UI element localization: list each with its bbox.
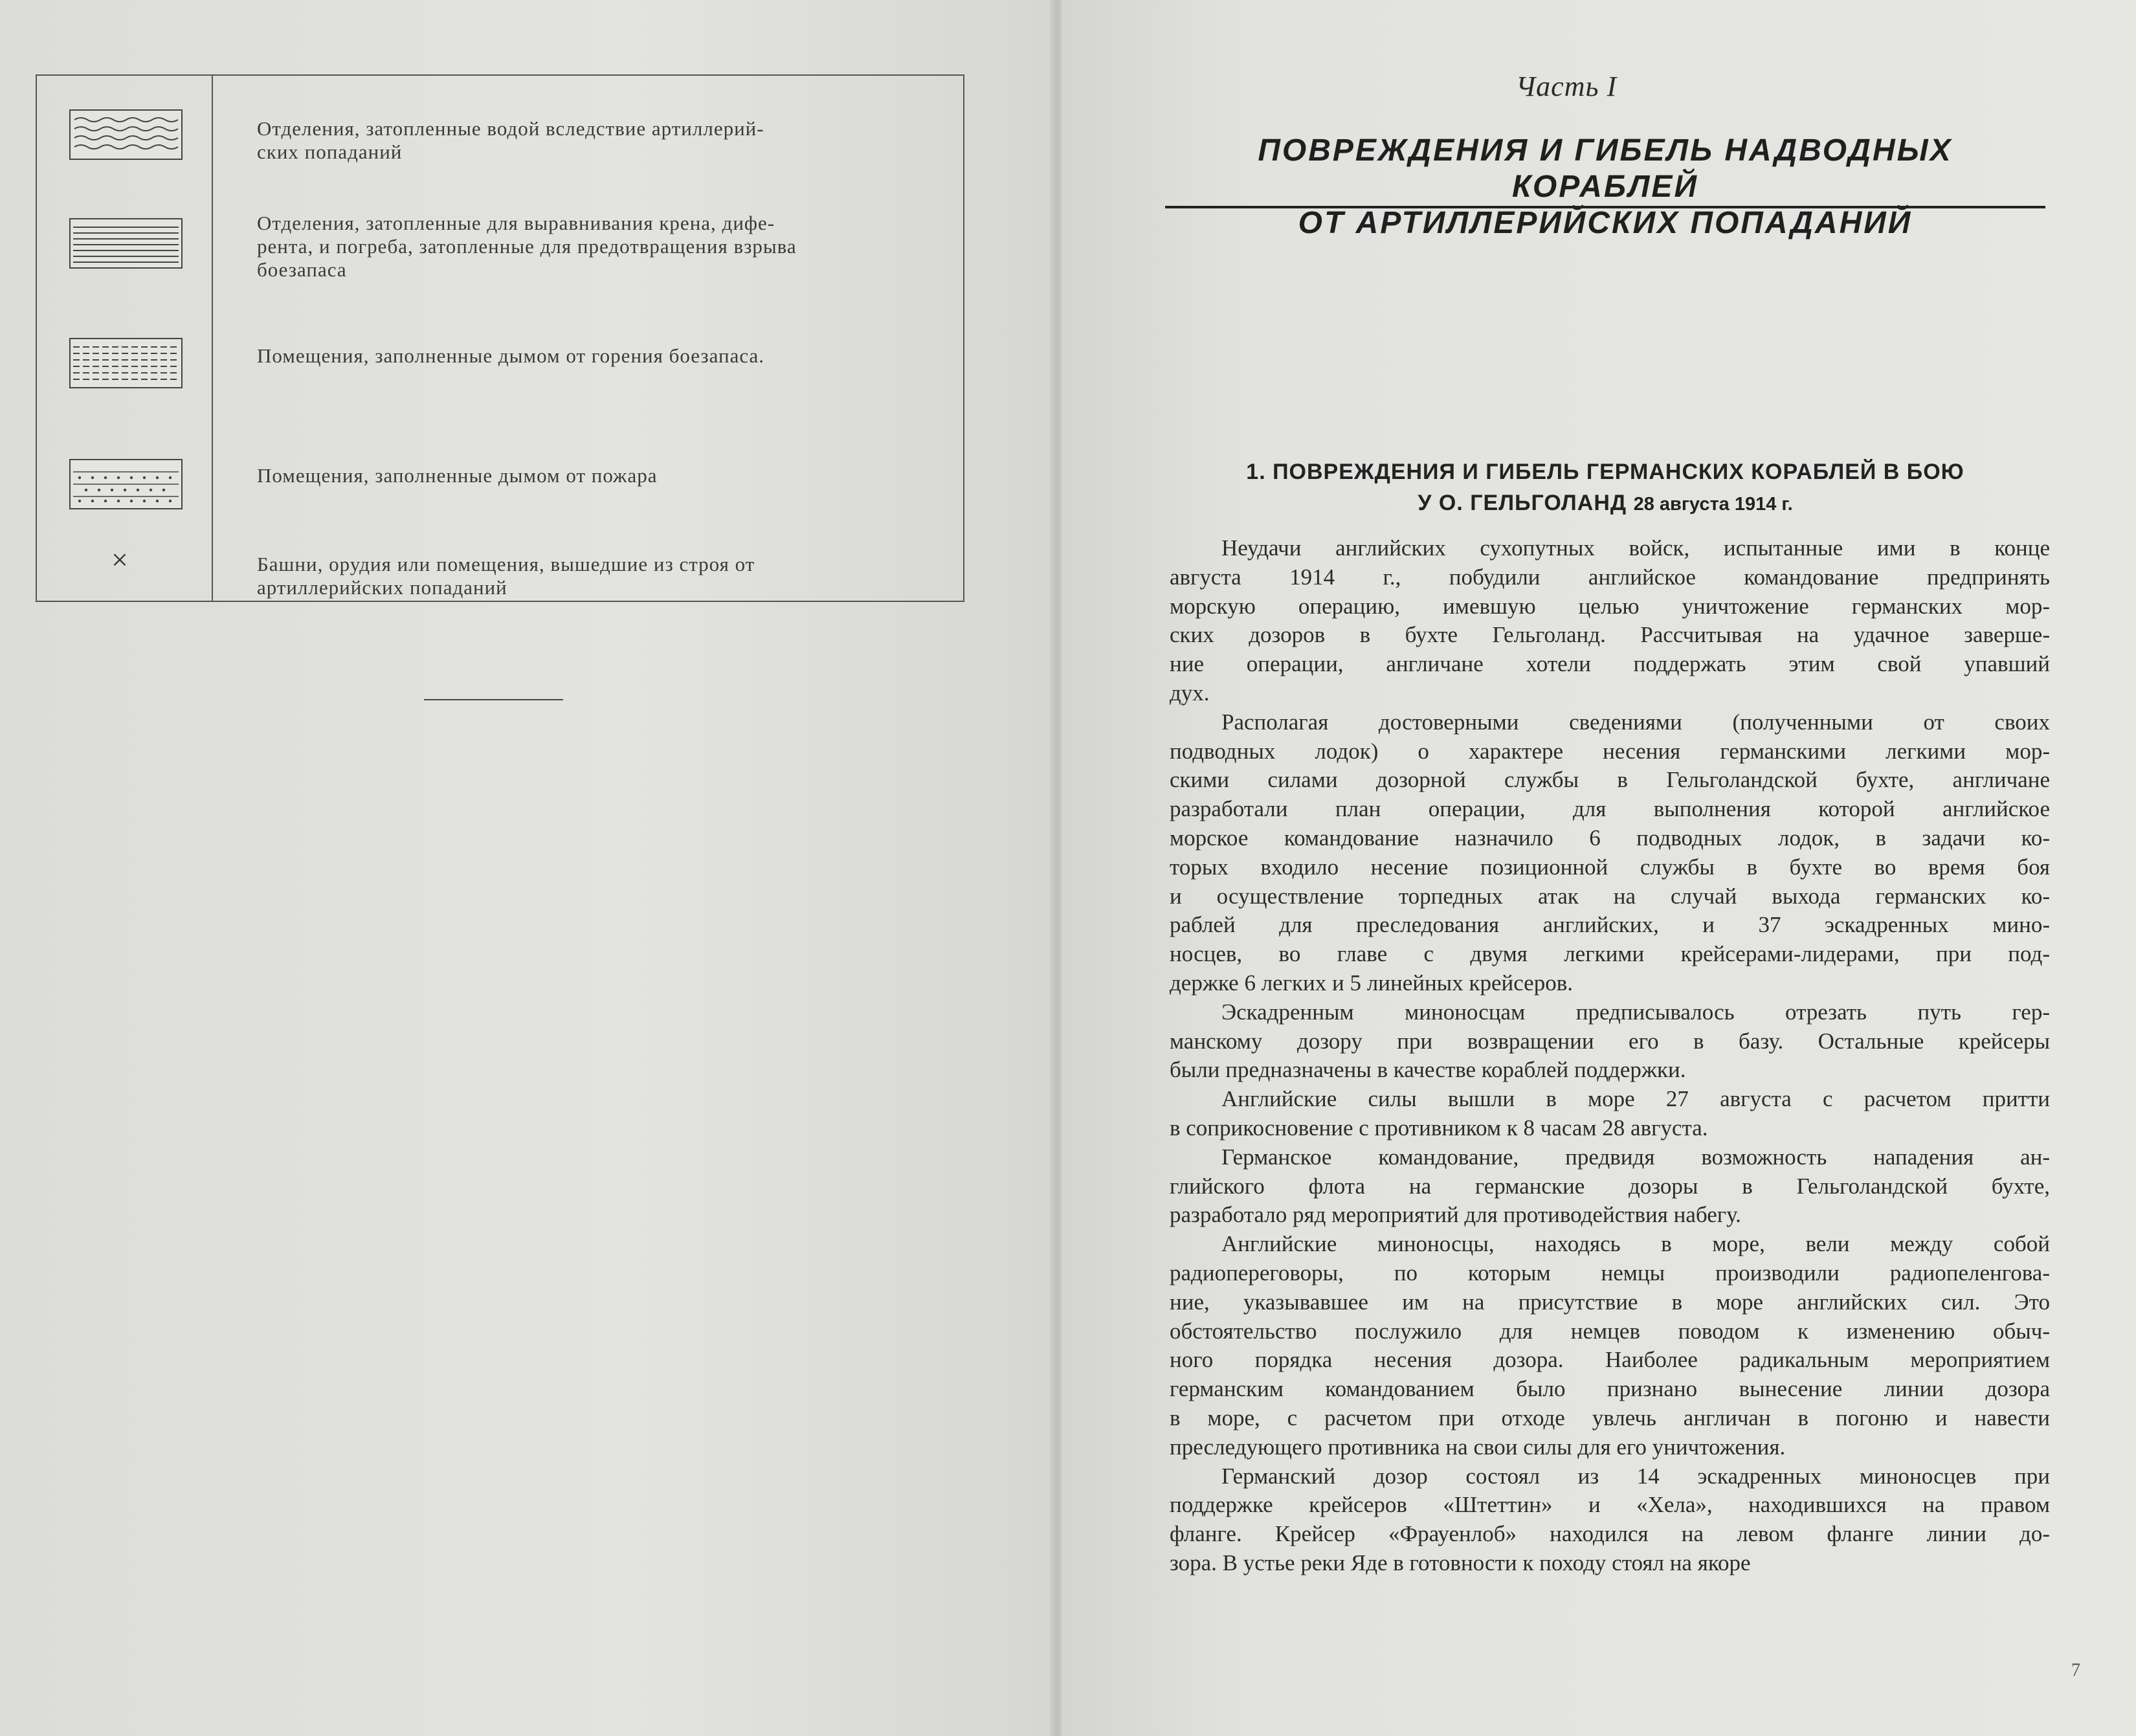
text-line: были предназначены в качестве кораблей поддержки. bbox=[1170, 1057, 1686, 1083]
legend-text: Отделения, затопленные водой вследствие артиллерий- ских попаданий bbox=[257, 117, 764, 163]
chapter-title-line: 1. ПОВРЕЖДЕНИЯ И ГИБЕЛЬ ГЕРМАНСКИХ КОРАБЛЕЙ В БОЮ bbox=[1246, 460, 1964, 484]
legend-table bbox=[36, 74, 964, 602]
chapter-title-place: У О. ГЕЛЬГОЛАНД bbox=[1418, 491, 1627, 515]
heading-rule bbox=[1165, 206, 2045, 208]
text-line: подводных лодок) о характере несения германскими легкими мор- bbox=[1170, 738, 2050, 764]
paragraph bbox=[1170, 708, 2050, 998]
body-text bbox=[1170, 534, 2050, 1578]
text-line: манскому дозору при возвращении его в базу. Остальные крейсеры bbox=[1170, 1028, 2050, 1054]
text-line: Неудачи английских сухопутных войск, испытанные ими в конце bbox=[1221, 535, 2050, 561]
text-line: морскую операцию, имевшую целью уничтожение германских мор- bbox=[1170, 593, 2050, 619]
text-line: ских дозоров в бухте Гельголанд. Рассчитывая на удачное заверше- bbox=[1170, 622, 2050, 648]
text-line: Эскадренным миноносцам предписывалось отрезать путь гер- bbox=[1221, 999, 2050, 1025]
text-line: ние операции, англичане хотели поддержать этим свой упавший bbox=[1170, 651, 2050, 677]
text-line: разработало ряд мероприятий для противодействия набегу. bbox=[1170, 1202, 1741, 1228]
horizontal-lines-icon bbox=[69, 218, 183, 269]
part-label: Часть I bbox=[1515, 71, 1618, 102]
chapter-title bbox=[1165, 456, 2045, 520]
legend-text: Отделения, затопленные для выравнивания крена, дифе- рента, и погреба, затопленные для предотвращения взрыва боезапаса bbox=[257, 212, 797, 281]
text-line: глийского флота на германские дозоры в Гельголандской бухте, bbox=[1170, 1173, 2050, 1199]
text-line: преследующего противника на свои силы для его уничтожения. bbox=[1170, 1434, 1786, 1460]
text-line: германским командованием было признано вынесение линии дозора bbox=[1170, 1376, 2050, 1402]
dotted-pattern-icon bbox=[69, 459, 183, 509]
text-line: Английские миноносцы, находясь в море, вели между собой bbox=[1221, 1231, 2050, 1257]
cross-icon: × bbox=[111, 543, 128, 576]
text-line: ние, указывавшее им на присутствие в море английских сил. Это bbox=[1170, 1289, 2050, 1315]
text-line: Английские силы вышли в море 27 августа с расчетом притти bbox=[1221, 1086, 2050, 1112]
text-line: держке 6 легких и 5 линейных крейсеров. bbox=[1170, 970, 1573, 996]
paragraph bbox=[1170, 998, 2050, 1085]
left-page bbox=[0, 0, 1052, 1736]
chapter-title-date: 28 августа 1914 г. bbox=[1633, 494, 1793, 515]
text-line: поддержке крейсеров «Штеттин» и «Хела», находившихся на правом bbox=[1170, 1492, 2050, 1518]
paragraph bbox=[1170, 534, 2050, 708]
text-line: Германский дозор состоял из 14 эскадренных миноносцев при bbox=[1221, 1463, 2050, 1489]
wavy-lines-icon bbox=[69, 109, 183, 160]
page-number: 7 bbox=[2071, 1660, 2080, 1680]
text-line: торых входило несение позиционной службы в бухте во время боя bbox=[1170, 854, 2050, 880]
paragraph bbox=[1170, 1462, 2050, 1578]
legend-text: Башни, орудия или помещения, вышедшие из строя от артиллерийских попаданий bbox=[257, 553, 755, 599]
paragraph bbox=[1170, 1143, 2050, 1230]
part-heading-line: ПОВРЕЖДЕНИЯ И ГИБЕЛЬ НАДВОДНЫХ КОРАБЛЕЙ bbox=[1258, 133, 1953, 204]
text-line: и осуществление торпедных атак на случай выхода германских ко- bbox=[1170, 883, 2050, 909]
legend-divider bbox=[212, 76, 213, 601]
text-line: Располагая достоверными сведениями (полученными от своих bbox=[1221, 709, 2050, 735]
text-line: разработали план операции, для выполнения которой английское bbox=[1170, 796, 2050, 822]
text-line: обстоятельство послужило для немцев поводом к изменению обыч- bbox=[1170, 1318, 2050, 1344]
text-line: в море, с расчетом при отходе увлечь англичан в погоню и навести bbox=[1170, 1405, 2050, 1430]
text-line: в соприкосновение с противником к 8 часам 28 августа. bbox=[1170, 1115, 1708, 1141]
right-page bbox=[1062, 0, 2136, 1736]
text-line: носцев, во главе с двумя легкими крейсерами-лидерами, при под- bbox=[1170, 941, 2050, 967]
legend-text: Помещения, заполненные дымом от пожара bbox=[257, 464, 658, 487]
paragraph bbox=[1170, 1230, 2050, 1462]
text-line: скими силами дозорной службы в Гельголандской бухте, англичане bbox=[1170, 767, 2050, 793]
text-line: фланге. Крейсер «Фрауенлоб» находился на левом фланге линии до- bbox=[1170, 1521, 2050, 1547]
legend-text: Помещения, заполненные дымом от горения боезапаса. bbox=[257, 344, 765, 367]
part-heading bbox=[1165, 133, 2045, 241]
text-line: раблей для преследования английских, и 37 эскадренных мино- bbox=[1170, 912, 2050, 938]
text-line: морское командование назначило 6 подводных лодок, в задачи ко- bbox=[1170, 825, 2050, 851]
paragraph bbox=[1170, 1085, 2050, 1143]
text-line: августа 1914 г., побудили английское командование предпринять bbox=[1170, 564, 2050, 590]
text-line: дух. bbox=[1170, 680, 1210, 706]
decorative-rule bbox=[424, 699, 563, 700]
text-line: радиопереговоры, по которым немцы производили радиопеленгова- bbox=[1170, 1260, 2050, 1285]
chapter-title-line bbox=[1165, 487, 2045, 520]
text-line: ного порядка несения дозора. Наиболее радикальным мероприятием bbox=[1170, 1347, 2050, 1373]
dashed-lines-icon bbox=[69, 338, 183, 388]
part-heading-line: ОТ АРТИЛЛЕРИЙСКИХ ПОПАДАНИЙ bbox=[1298, 206, 1913, 240]
text-line: зора. В устье реки Яде в готовности к походу стоял на якоре bbox=[1170, 1550, 1751, 1575]
text-line: Германское командование, предвидя возможность нападения ан- bbox=[1221, 1144, 2050, 1170]
